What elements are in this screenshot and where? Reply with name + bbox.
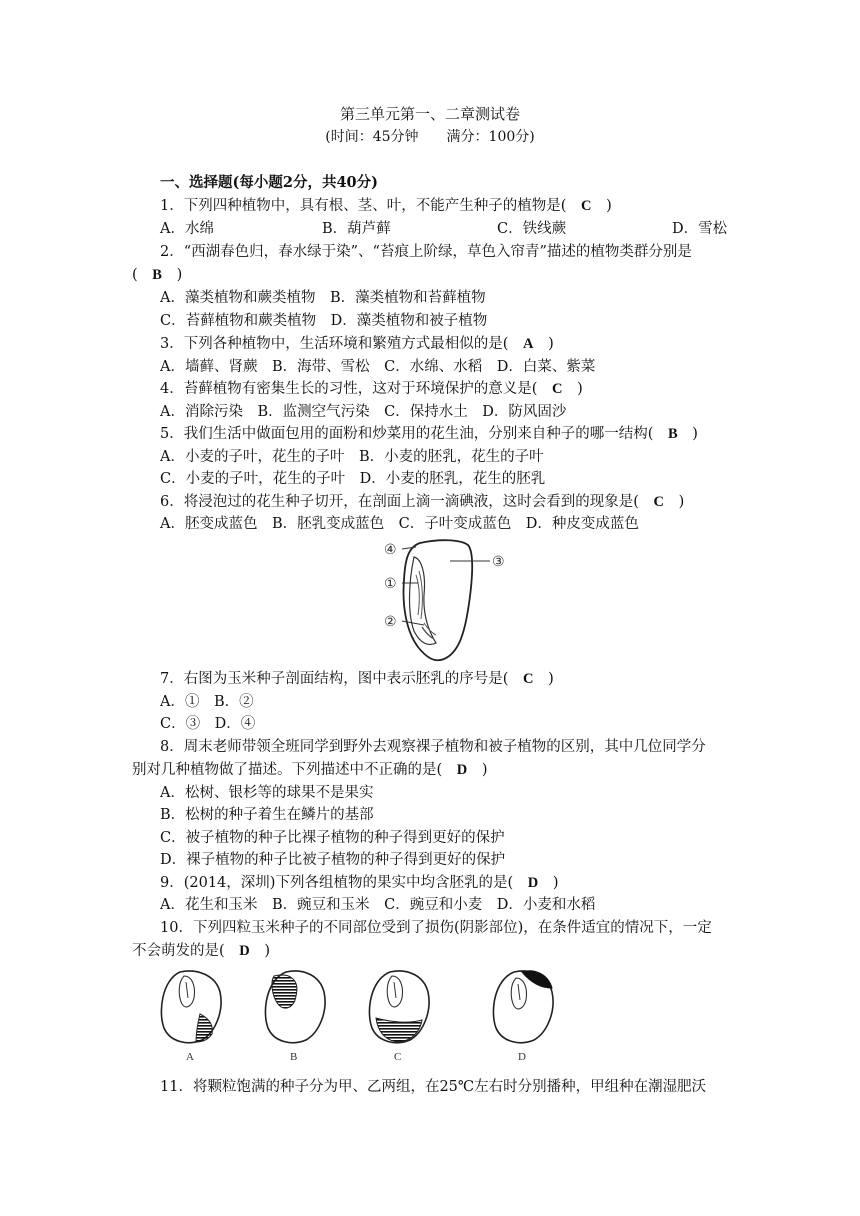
seed-d [493,971,553,1063]
label-b: B [290,1051,298,1063]
corn-seed-section-figure [378,535,518,665]
options-cd: C．③ D．④ [160,716,256,732]
section-heading: 一、选择题(每小题2分，共40分) [160,174,378,191]
answer: C [552,381,563,397]
page-title: 第三单元第一、二章测试卷 [339,105,520,123]
close-paren: ) [548,336,554,352]
options: A．消除污染 B．监测空气污染 C．保持水土 D．防风固沙 [160,404,567,420]
close-paren: ) [264,943,271,959]
question-4 [160,379,583,399]
answer: B [152,267,162,283]
label-1: ① [384,577,397,592]
option-b: B．葫芦藓 [322,221,391,237]
answer: B [668,426,678,442]
question-stem: 6．将浸泡过的花生种子切开，在剖面上滴一滴碘液，这时会看到的现象是( [160,494,639,510]
option-b: B．松树的种子着生在鳞片的基部 [160,807,374,823]
question-stem: 5．我们生活中做面包用的面粉和炒菜用的花生油，分别来自种子的哪一结构( [160,426,654,442]
close-paren: ) [692,426,698,442]
option-d: D．雪松 [672,221,728,237]
label-a: A [186,1051,194,1063]
question-stem: 不会萌发的是( [132,943,225,959]
option-a: A．水绵 [160,221,214,237]
answer: A [523,336,534,352]
question-10-stem-2 [132,941,270,961]
answer: D [527,875,539,891]
answer: C [653,494,664,510]
close-paren: ) [481,762,488,778]
answer: C [581,198,592,214]
label-3: ③ [492,555,505,570]
question-10-stem-1: 10．下列四粒玉米种子的不同部位受到了损伤(阴影部位)，在条件适宜的情况下，一定 [160,920,712,936]
damaged-corn-seeds-figure [150,962,570,1068]
question-2-answer-line [132,265,182,285]
answer: D [456,762,468,778]
options-cd: C．小麦的子叶，花生的子叶 D．小麦的胚乳，花生的胚乳 [160,471,546,487]
options: A．墙藓、肾蕨 B．海带、雪松 C．水绵、水稻 D．白菜、紫菜 [160,359,596,375]
label-d: D [518,1051,526,1063]
close-paren: ) [577,381,583,397]
question-9 [160,873,558,893]
question-3 [160,334,554,354]
question-2-stem: 2．“西湖春色归，春水绿于染”、“苔痕上阶绿，草色入帘青”描述的植物类群分别是 [160,244,692,260]
question-8-stem-2 [132,760,488,780]
question-11-stem: 11．将颗粒饱满的种子分为甲、乙两组，在25℃左右时分别播种，甲组种在潮湿肥沃 [160,1079,707,1095]
close-paren: ) [678,494,685,510]
options: A．胚变成蓝色 B．胚乳变成蓝色 C．子叶变成蓝色 D．种皮变成蓝色 [160,516,639,532]
options-ab: A．藻类植物和蕨类植物 B．藻类植物和苔藓植物 [160,290,486,306]
question-stem: 9．(2014，深圳)下列各组植物的果实中均含胚乳的是( [160,875,514,891]
options-ab: A．小麦的子叶，花生的子叶 B．小麦的胚乳，花生的子叶 [160,449,544,465]
options-ab: A．① B．② [160,694,254,710]
answer: D [239,943,250,959]
question-stem: 别对几种植物做了描述。下列描述中不正确的是( [132,762,443,778]
label-2: ② [384,615,397,630]
question-5 [160,424,698,444]
question-8-stem-1: 8．周末老师带领全班同学到野外去观察裸子植物和被子植物的区别，其中几位同学分 [160,739,706,755]
open-paren: ( [132,267,138,283]
question-stem: 1．下列四种植物中，具有根、茎、叶，不能产生种子的植物是( [160,198,567,214]
seed-a [161,971,221,1063]
close-paren: ) [552,875,559,891]
option-a: A．松树、银杉等的球果不是果实 [160,785,374,801]
close-paren: ) [176,267,183,283]
label-4: ④ [384,543,397,558]
question-stem: 7．右图为玉米种子剖面结构，图中表示胚乳的序号是( [160,671,509,687]
page-subtitle: (时间：45分钟 满分：100分) [325,129,535,145]
question-6 [160,492,684,512]
question-stem: 3．下列各种植物中，生活环境和繁殖方式最相似的是( [160,336,509,352]
close-paren: ) [606,198,612,214]
option-c: C．被子植物的种子比裸子植物的种子得到更好的保护 [160,830,505,846]
close-paren: ) [548,671,554,687]
question-1 [160,196,612,216]
options: A．花生和玉米 B．豌豆和玉米 C．豌豆和小麦 D．小麦和水稻 [160,897,596,913]
question-stem: 4．苔藓植物有密集生长的习性，这对于环境保护的意义是( [160,381,538,397]
question-7 [160,669,554,689]
option-d: D．裸子植物的种子比被子植物的种子得到更好的保护 [160,852,506,868]
label-c: C [394,1051,402,1063]
answer: C [523,671,534,687]
seed-c [369,971,429,1063]
option-c: C．铁线蕨 [497,221,567,237]
options-cd: C．苔藓植物和蕨类植物 D．藻类植物和被子植物 [160,313,488,329]
seed-b [265,971,325,1063]
